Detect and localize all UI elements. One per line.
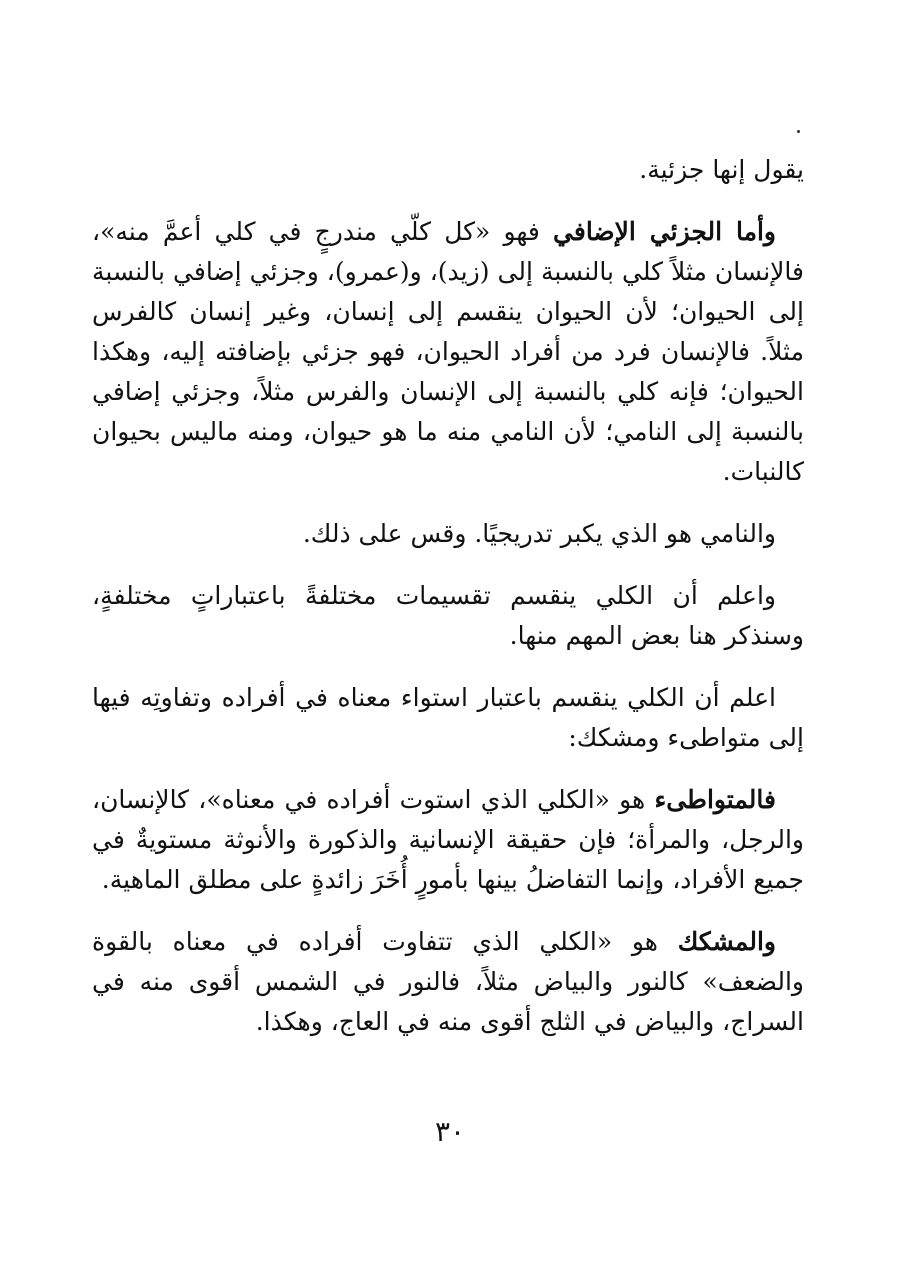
page-body xyxy=(92,150,804,1064)
paragraph-bold-lead: فالمتواطىء xyxy=(654,785,776,814)
paragraph-universal-divisions xyxy=(92,576,804,656)
paragraph-bold-lead: والمشكك xyxy=(677,927,776,956)
paragraph-text: هو «الكلي الذي تتفاوت أفراده في معناه بالقوة والضعف» كالنور والبياض مثلاً، فالنور في الشمس أقوى منه في السراج، والبياض في الثلج أقوى منه في العاج، وهكذا. xyxy=(92,927,804,1036)
paragraph-relative-particular xyxy=(92,212,804,492)
corner-dot-mark xyxy=(797,130,800,133)
paragraph-text: هو «الكلي الذي استوت أفراده في معناه»، كالإنسان، والرجل، والمرأة؛ فإن حقيقة الإنسانية والذكورة والأنوثة مستويةٌ في جميع الأفراد، وإنما التفاضلُ بينها بأمورٍ أُخَرَ زائدةٍ على مطلق الماهية. xyxy=(92,785,804,894)
paragraph-text: اعلم أن الكلي ينقسم باعتبار استواء معناه في أفراده وتفاوتِه فيها إلى متواطىء ومشكك: xyxy=(92,683,804,752)
paragraph-growing-definition xyxy=(92,514,804,554)
paragraph-analogical xyxy=(92,922,804,1042)
paragraph-continuation xyxy=(92,150,804,190)
paragraph-text: والنامي هو الذي يكبر تدريجيًا. وقس على ذلك. xyxy=(302,519,776,548)
paragraph-text: يقول إنها جزئية. xyxy=(639,155,804,184)
paragraph-text: واعلم أن الكلي ينقسم تقسيمات مختلفةً باعتباراتٍ مختلفةٍ، وسنذكر هنا بعض المهم منها. xyxy=(92,581,804,650)
paragraph-univocal xyxy=(92,780,804,900)
paragraph-equivocal-division xyxy=(92,678,804,758)
page-number: ٣٠ xyxy=(434,1115,466,1148)
paragraph-bold-lead: وأما الجزئي الإضافي xyxy=(553,217,776,246)
paragraph-text: فهو «كل كلّي مندرجٍ في كلي أعمَّ منه»، فالإنسان مثلاً كلي بالنسبة إلى (زيد)، و(عمرو)، وجزئي إضافي بالنسبة إلى الحيوان؛ لأن الحيوان ينقسم إلى إنسان، وغير إنسان كالفرس مثلاً. فالإنسان فرد من أفراد الحيوان، فهو جزئي بإضافته إليه، وهكذا الحيوان؛ فإنه كلي بالنسبة إلى الإنسان والفرس مثلاً، وجزئي إضافي بالنسبة إلى النامي؛ لأن النامي منه ما هو حيوان، ومنه ماليس بحيوان كالنبات. xyxy=(92,217,804,486)
